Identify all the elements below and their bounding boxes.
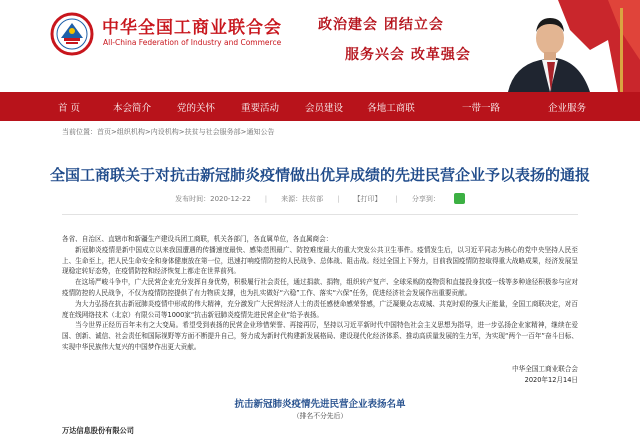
paragraph-1: 新冠肺炎疫情是新中国成立以来我国遭遇的传播速度最快、感染范围最广、防控难度最大的重大突发公共卫生事件。疫情发生后，以习近平同志为核心的党中央坚持人民至上、生命至上，把人民生命安全和身体健康放在第一位，迅速打响疫情防控的人民战争、总体战、阻击战。经过全国上下努力，目前我国疫情防控取得重大战略成果，经济发展呈现稳定转好态势，在疫情防控和经济恢复上都走在世界前列。	[62, 245, 578, 276]
salutation: 各省、自治区、直辖市和新疆生产建设兵团工商联，机关各部门，各直属单位，各直属商会：	[62, 235, 333, 243]
site-header	[0, 0, 640, 92]
nav-about[interactable]: 本会简介	[112, 102, 151, 114]
acfic-logo-icon[interactable]	[50, 12, 94, 56]
slogan-line-2: 服务兴会 改革强会	[345, 47, 471, 63]
nav-member-building[interactable]: 会员建设	[304, 102, 343, 114]
main-nav	[0, 92, 640, 121]
article-meta: 发布时间：2020-12-22 | 来源：扶贫部 | 【打印】 | 分享到：	[0, 193, 640, 204]
paragraph-2: 在这场严峻斗争中，广大民营企业充分发挥自身优势，积极履行社会责任，通过捐款、捐物，组织转产复产、全球采购防疫物资和直接投身抗疫一线等多种途径积极参与应对疫情防控的人民战争，不仅为疫情防控提供了有力物质支撑，也为扎实做好“六稳”工作、落实“六保”任务，促进经济社会发展作出重要贡献。	[62, 278, 578, 297]
article-title: 全国工商联关于对抗击新冠肺炎疫情做出优异成绩的先进民营企业予以表扬的通报	[49, 166, 590, 184]
list-title: 抗击新冠肺炎疫情先进民营企业表扬名单	[234, 399, 406, 410]
publish-date: 发布时间：2020-12-22	[175, 194, 251, 203]
article-body	[62, 234, 578, 353]
nav-home[interactable]: 首 页	[57, 102, 81, 114]
wechat-share-icon[interactable]	[454, 193, 465, 204]
nav-key-activities[interactable]: 重要活动	[240, 102, 279, 114]
company-list-item: 万达信息股份有限公司	[62, 426, 134, 435]
list-subtitle: （排名不分先后）	[292, 412, 348, 420]
paragraph-3: 为大力弘扬在抗击新冠肺炎疫情中形成的伟大精神，充分激发广大民营经济人士的责任感使命感荣誉感，广泛凝聚众志成城、共克时艰的强大正能量，全国工商联决定，对百度在线网络技术（北京）有限公司等1000家“抗击新冠肺炎疫情先进民营企业”给予表扬。	[62, 299, 578, 319]
signature-org: 中华全国工商业联合会	[512, 365, 578, 373]
nav-enterprise-services[interactable]: 企业服务	[547, 102, 586, 114]
share-label: 分享到：	[411, 194, 440, 203]
divider	[62, 214, 578, 215]
org-name-en: All-China Federation of Industry and Commerce	[103, 38, 282, 47]
signature-block	[512, 364, 578, 385]
breadcrumb[interactable]: 当前位置：首页>组织机构>内设机构>扶贫与社会服务部>通知公告	[62, 128, 275, 136]
nav-local-acfic[interactable]: 各地工商联	[367, 102, 415, 114]
signature-date: 2020年12月14日	[524, 375, 578, 384]
leader-portrait-image	[500, 0, 640, 92]
org-name-cn[interactable]: 中华全国工商业联合会	[102, 18, 282, 38]
article-source: 来源：扶贫部	[281, 194, 324, 203]
nav-belt-and-road[interactable]: 一带一路	[461, 102, 500, 114]
paragraph-4: 当今世界正经历百年未有之大变局。希望受到表扬的民营企业珍惜荣誉、再接再厉，坚持以习近平新时代中国特色社会主义思想为指导，进一步弘扬企业家精神，继续在爱国、创新、诚信、社会责任和国际视野等方面不断提升自己，努力成为新时代构建新发展格局、建设现代化经济体系、推动高质量发展的生力军，为实现“两个一百年”奋斗目标、实现中华民族伟大复兴的中国梦作出更大贡献。	[62, 321, 578, 351]
slogan-line-1: 政治建会 团结立会	[318, 17, 444, 33]
nav-party-care[interactable]: 党的关怀	[176, 102, 215, 114]
print-link[interactable]: 【打印】	[353, 194, 382, 203]
